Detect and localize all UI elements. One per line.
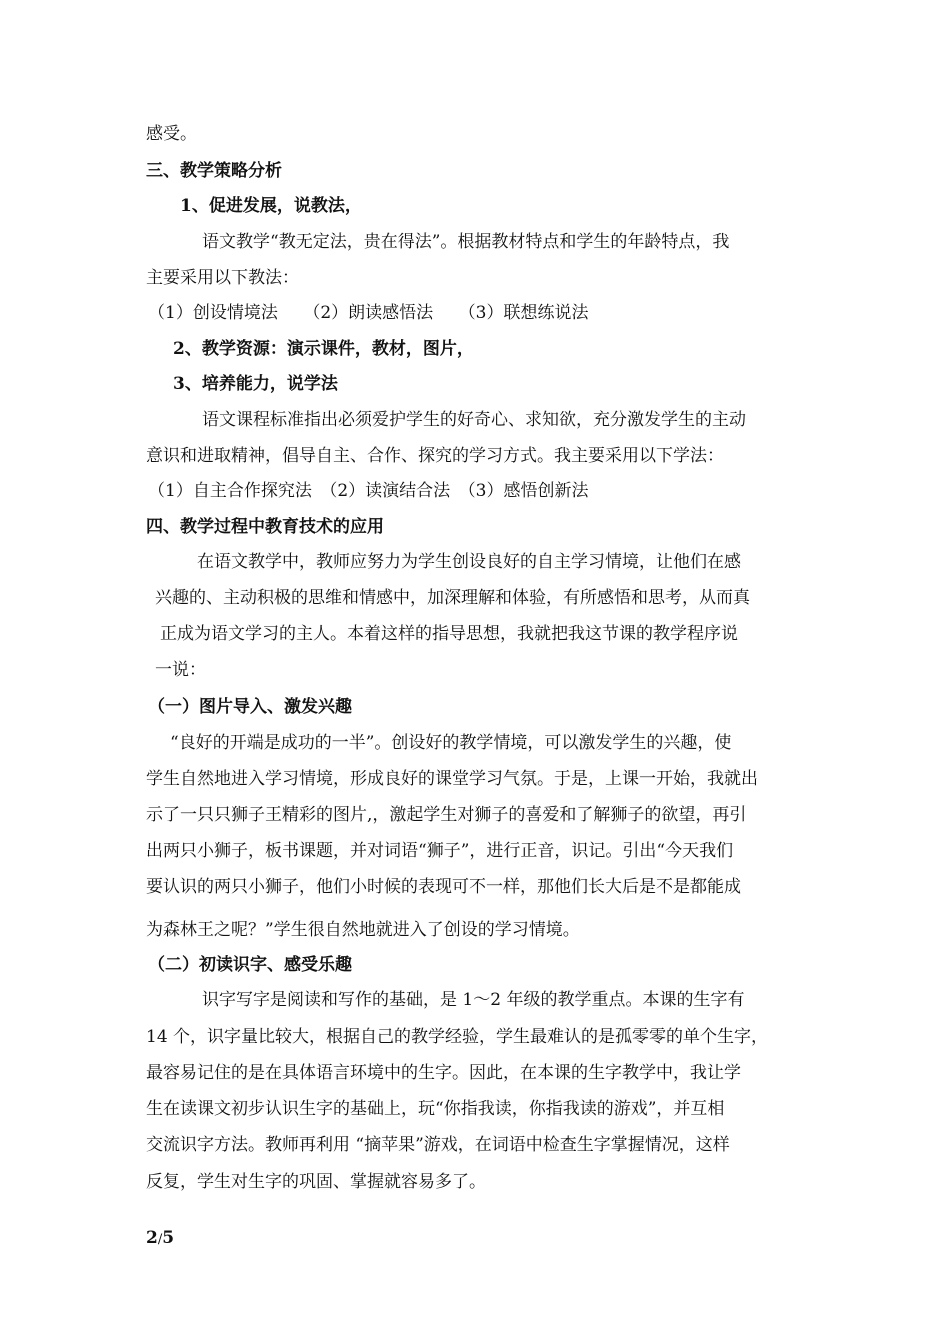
text-line: 要认识的两只小狮子，他们小时候的表现可不一样，那他们长大后是不是都能成 xyxy=(146,877,741,897)
page-number xyxy=(146,1228,174,1248)
page-total: 5 xyxy=(162,1228,175,1248)
subheading-resources: 2、教学资源：演示课件，教材，图片， xyxy=(173,339,474,359)
page-current: 2 xyxy=(146,1228,158,1248)
text-line: 感受。 xyxy=(146,124,197,144)
text-line: 在语文教学中，教师应努力为学生创设良好的自主学习情境，让他们在感 xyxy=(197,552,741,572)
subheading-part-2: （二）初读识字、感受乐趣 xyxy=(148,955,352,975)
text-line: 交流识字方法。教师再利用 “摘苹果”游戏，在词语中检查生字掌握情况，这样 xyxy=(146,1135,730,1155)
text-line: 生在读课文初步认识生字的基础上，玩“你指我读，你指我读的游戏”，并互相 xyxy=(146,1099,725,1119)
text-line: 语文课程标准指出必须爱护学生的好奇心、求知欲，充分激发学生的主动 xyxy=(202,410,746,430)
text-line: 主要采用以下教法： xyxy=(146,268,299,288)
text-line: 语文教学“教无定法，贵在得法”。根据教材特点和学生的年龄特点，我 xyxy=(202,232,730,252)
text-line: （1）自主合作探究法 （2）读演结合法 （3）感悟创新法 xyxy=(148,481,589,501)
text-line: 学生自然地进入学习情境，形成良好的课堂学习气氛。于是，上课一开始，我就出 xyxy=(146,769,758,789)
text-line: （1）创设情境法 （2）朗读感悟法 （3）联想练说法 xyxy=(148,303,589,323)
text-line: 正成为语文学习的主人。本着这样的指导思想，我就把我这节课的教学程序说 xyxy=(160,624,738,644)
text-line: “良好的开端是成功的一半”。创设好的教学情境，可以激发学生的兴趣，使 xyxy=(170,733,732,753)
section-heading-3: 三、教学策略分析 xyxy=(146,161,282,181)
text-line: 最容易记住的是在具体语言环境中的生字。因此，在本课的生字教学中，我让学 xyxy=(146,1063,741,1083)
text-line: 出两只小狮子，板书课题，并对词语“狮子”，进行正音，识记。引出“今天我们 xyxy=(146,841,734,861)
page-separator: / xyxy=(157,1232,163,1247)
text-line: 反复，学生对生字的巩固、掌握就容易多了。 xyxy=(146,1172,486,1192)
text-line: 意识和进取精神，倡导自主、合作、探究的学习方式。我主要采用以下学法： xyxy=(146,446,724,466)
section-heading-4: 四、教学过程中教育技术的应用 xyxy=(146,517,384,537)
text-line: 兴趣的、主动积极的思维和情感中，加深理解和体验，有所感悟和思考，从而真 xyxy=(155,588,750,608)
subheading-learning-method: 3、培养能力，说学法 xyxy=(173,374,338,394)
text-line: 14 个，识字量比较大，根据自己的教学经验，学生最难认的是孤零零的单个生字， xyxy=(146,1027,769,1047)
text-line: 示了一只只狮子王精彩的图片,，激起学生对狮子的喜爱和了解狮子的欲望，再引 xyxy=(146,805,747,825)
text-line: 识字写字是阅读和写作的基础，是 1～2 年级的教学重点。本课的生字有 xyxy=(202,990,745,1010)
text-line: 一说： xyxy=(155,660,206,680)
text-line: 为森林王之呢？”学生很自然地就进入了创设的学习情境。 xyxy=(146,920,580,940)
subheading-part-1: （一）图片导入、激发兴趣 xyxy=(148,697,352,717)
subheading-teaching-method: 1、促进发展，说教法， xyxy=(180,196,362,216)
